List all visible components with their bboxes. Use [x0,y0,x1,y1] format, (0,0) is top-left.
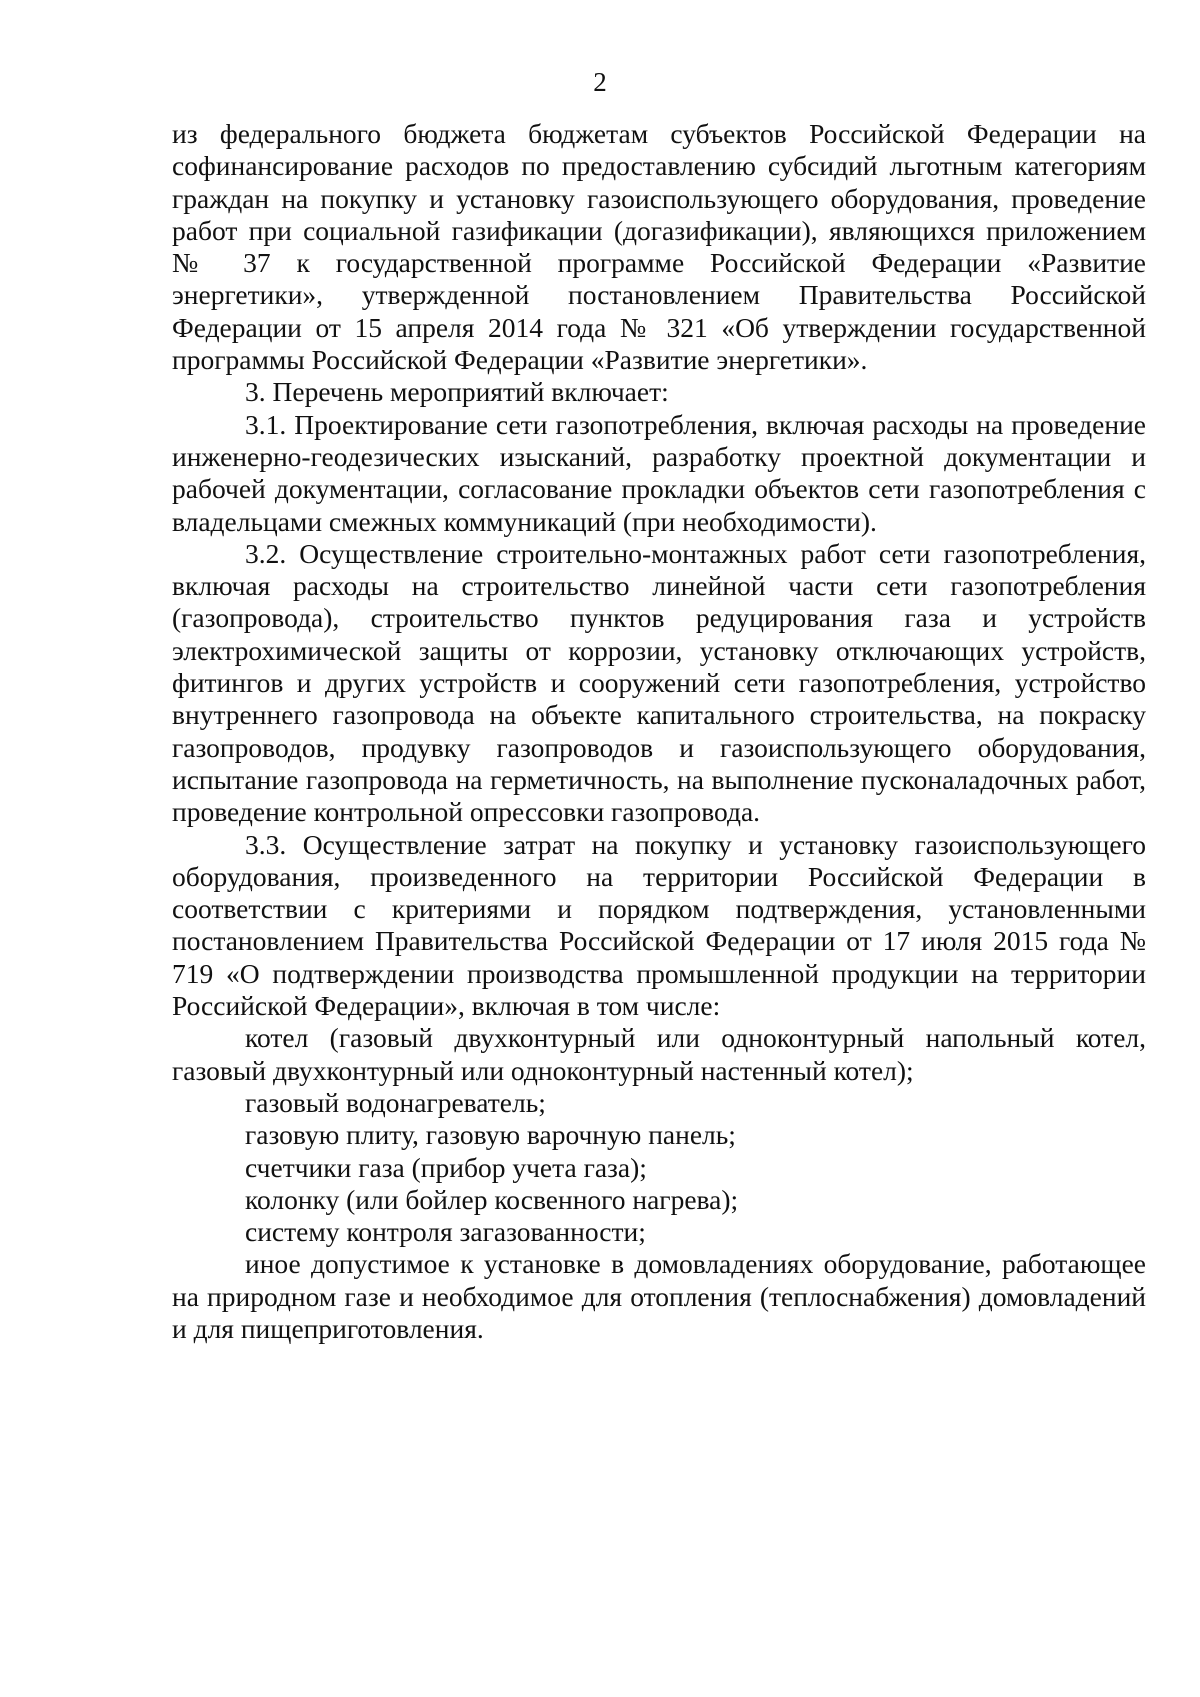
paragraph-list-heading: 3. Перечень мероприятий включает: [245,376,669,408]
list-item-other-equipment: иное допустимое к установке в домовладениях оборудование, работающее на природном газе и необходимое для отопления (теплоснабжения) домовладений и для пищеприготовления. [172,1248,1146,1344]
list-item-boiler: котел (газовый двухконтурный или одноконтурный напольный котел, газовый двухконтурный или одноконтурный настенный котел); [172,1022,1146,1086]
page-number: 2 [593,67,607,97]
list-item-gas-control: систему контроля загазованности; [245,1216,646,1248]
list-item-gas-meter: счетчики газа (прибор учета газа); [245,1151,647,1183]
paragraph-3-3: 3.3. Осуществление затрат на покупку и установку газоиспользующего оборудования, произведенного на территории Российской Федерации в соответствии с критериями и порядком подтверждения, установленными постановлением Правительства Российской Федерации от 17 июля 2015 года № 719 «О подтверждении производства промышленной продукции на территории Российской Федерации», включая в том числе: [172,828,1146,1022]
list-item-column: колонку (или бойлер косвенного нагрева); [245,1183,739,1215]
document-body [172,118,1146,1345]
paragraph-3-1: 3.1. Проектирование сети газопотребления, включая расходы на проведение инженерно-геодезических изысканий, разработку проектной документации и рабочей документации, согласование прокладки объектов сети газопотребления с владельцами смежных коммуникаций (при необходимости). [172,408,1146,537]
list-item-water-heater: газовый водонагреватель; [245,1086,546,1118]
paragraph-continuation: из федерального бюджета бюджетам субъектов Российской Федерации на софинансирование расходов по предоставлению субсидий льготным категориям граждан на покупку и установку газоиспользующего оборудования, проведение работ при социальной газификации (догазификации), являющихся приложением № 37 к государственной программе Российской Федерации «Развитие энергетики», утвержденной постановлением Правительства Российской Федерации от 15 апреля 2014 года № 321 «Об утверждении государственной программы Российской Федерации «Развитие энергетики». [172,118,1146,376]
paragraph-3-2: 3.2. Осуществление строительно-монтажных работ сети газопотребления, включая расходы на строительство линейной части сети газопотребления (газопровода), строительство пунктов редуцирования газа и устройств электрохимической защиты от коррозии, установку отключающих устройств, фитингов и других устройств и сооружений сети газопотребления, устройство внутреннего газопровода на объекте капитального строительства, на покраску газопроводов, продувку газопроводов и газоиспользующего оборудования, испытание газопровода на герметичность, на выполнение пусконаладочных работ, проведение контрольной опрессовки газопровода. [172,537,1146,828]
list-item-stove: газовую плиту, газовую варочную панель; [245,1119,736,1151]
